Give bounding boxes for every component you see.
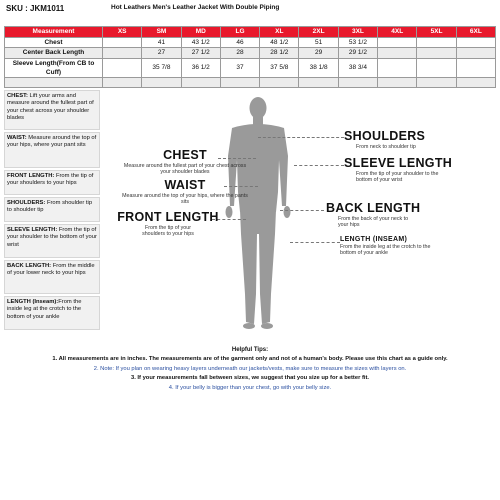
table-cell bbox=[456, 58, 495, 77]
callout-waist bbox=[120, 178, 250, 206]
table-cell: 28 1/2 bbox=[260, 48, 299, 59]
definition-text: From the tip of your shoulder to the bottom of your wrist bbox=[7, 227, 97, 248]
callout-subtitle: Measure around the top of your hips, where the pants sits bbox=[122, 193, 248, 206]
sku-label: SKU : JKM1011 bbox=[6, 4, 65, 13]
back-length-guide-line bbox=[280, 210, 324, 211]
table-cell bbox=[378, 48, 417, 59]
product-title: Hot Leathers Men's Leather Jacket With Double Piping bbox=[111, 4, 280, 11]
callout-inseam bbox=[340, 236, 470, 257]
callout-title: LENGTH (INSEAM) bbox=[340, 236, 408, 243]
table-cell bbox=[103, 37, 142, 48]
table-cell: 46 bbox=[220, 37, 259, 48]
row-label: Center Back Length bbox=[5, 48, 103, 59]
table-cell: 36 1/2 bbox=[181, 58, 220, 77]
column-header: SM bbox=[142, 27, 181, 38]
table-cell: 27 1/2 bbox=[181, 48, 220, 59]
column-header: XL bbox=[260, 27, 299, 38]
table-cell: 29 1/2 bbox=[338, 48, 377, 59]
table-cell bbox=[181, 77, 220, 88]
table-cell bbox=[103, 48, 142, 59]
callout-title: SHOULDERS bbox=[344, 129, 426, 143]
table-row-center-back-length bbox=[5, 48, 496, 59]
sleeve-length-guide-line bbox=[294, 165, 344, 166]
column-header: 4XL bbox=[378, 27, 417, 38]
table-row-chest bbox=[5, 37, 496, 48]
column-header: 6XL bbox=[456, 27, 495, 38]
tips-title: Helpful Tips: bbox=[231, 347, 269, 353]
callout-subtitle: From the inside leg at the crotch to the bottom of your ankle bbox=[340, 244, 431, 257]
column-header: 3XL bbox=[338, 27, 377, 38]
definition-term: FRONT LENGTH: bbox=[7, 173, 55, 179]
row-label: Sleeve Length(From CB to Cuff) bbox=[5, 58, 103, 77]
callout-shoulders bbox=[344, 129, 454, 150]
definition-text: From the middle of your lower neck to your hips bbox=[7, 263, 95, 277]
table-cell bbox=[417, 77, 456, 88]
table-row-empty bbox=[5, 77, 496, 88]
table-cell: 37 bbox=[220, 58, 259, 77]
tip-item: 4. If your belly is bigger than your chest, go with your belly size. bbox=[168, 384, 332, 391]
callout-title: SLEEVE LENGTH bbox=[344, 156, 453, 170]
tip-item: 1. All measurements are in inches. The measurements are of the garment only and not of a human's body. Please use this chart as a guide only. bbox=[52, 356, 448, 363]
table-cell bbox=[142, 77, 181, 88]
table-cell bbox=[338, 77, 377, 88]
table-cell: 38 1/8 bbox=[299, 58, 338, 77]
table-cell: 48 1/2 bbox=[260, 37, 299, 48]
table-cell bbox=[417, 48, 456, 59]
callout-front-length bbox=[108, 210, 228, 238]
definition-front-length bbox=[4, 170, 100, 195]
table-cell: 27 bbox=[142, 48, 181, 59]
table-cell: 35 7/8 bbox=[142, 58, 181, 77]
callout-title: FRONT LENGTH bbox=[117, 210, 219, 224]
row-label: Chest bbox=[5, 37, 103, 48]
definition-term: WAIST: bbox=[7, 135, 27, 141]
callout-subtitle: From the tip of your shoulder to the bottom of your wrist bbox=[356, 171, 439, 184]
column-header: MD bbox=[181, 27, 220, 38]
table-cell bbox=[378, 58, 417, 77]
callout-back-length bbox=[326, 201, 436, 229]
table-cell: 29 bbox=[299, 48, 338, 59]
shoulders-guide-line bbox=[258, 137, 344, 138]
callout-title: CHEST bbox=[163, 148, 207, 162]
definition-waist bbox=[4, 132, 100, 168]
table-cell: 38 3/4 bbox=[338, 58, 377, 77]
table-cell bbox=[456, 48, 495, 59]
table-cell bbox=[220, 77, 259, 88]
inseam-guide-line bbox=[290, 242, 340, 243]
definition-text: Lift your arms and measure around the fullest part of your chest across your shoulder blades bbox=[7, 93, 94, 122]
table-cell bbox=[378, 77, 417, 88]
table-header-row bbox=[5, 27, 496, 38]
callout-subtitle: From the back of your neck to your hips bbox=[338, 216, 409, 229]
table-cell bbox=[378, 37, 417, 48]
helpful-tips bbox=[4, 346, 496, 393]
callout-title: BACK LENGTH bbox=[326, 201, 421, 215]
definition-inseam bbox=[4, 296, 100, 330]
table-cell bbox=[417, 37, 456, 48]
table-cell bbox=[103, 58, 142, 77]
body-silhouette bbox=[216, 94, 300, 334]
definition-sleeve-length bbox=[4, 224, 100, 258]
definition-shoulders bbox=[4, 197, 100, 222]
table-cell bbox=[456, 77, 495, 88]
table-cell: 41 bbox=[142, 37, 181, 48]
table-cell bbox=[260, 77, 299, 88]
callout-title: WAIST bbox=[164, 178, 206, 192]
table-cell: 51 bbox=[299, 37, 338, 48]
tip-item: 3. If your measurements fall between sizes, we suggest that you size up for a better fit. bbox=[130, 375, 370, 382]
callout-subtitle: From neck to shoulder tip bbox=[356, 144, 416, 150]
definition-term: BACK LENGTH: bbox=[7, 263, 52, 269]
row-label bbox=[5, 77, 103, 88]
column-header: XS bbox=[103, 27, 142, 38]
definition-back-length bbox=[4, 260, 100, 294]
table-cell bbox=[299, 77, 338, 88]
callout-subtitle: From the tip of your shoulders to your hips bbox=[142, 225, 194, 238]
definition-term: SLEEVE LENGTH: bbox=[7, 227, 58, 233]
table-cell: 43 1/2 bbox=[181, 37, 220, 48]
page-header bbox=[4, 4, 496, 16]
tip-item: 2. Note: If you plan on wearing heavy layers underneath our jackets/vests, make sure to measure the sizes with layers on. bbox=[93, 365, 407, 372]
definition-text: From the inside leg at the crotch to the bottom of your ankle bbox=[7, 299, 82, 320]
definition-term: SHOULDERS: bbox=[7, 200, 46, 206]
definition-chest bbox=[4, 90, 100, 130]
definition-term: LENGTH (Inseam): bbox=[7, 299, 59, 305]
table-cell: 37 5/8 bbox=[260, 58, 299, 77]
column-header: LG bbox=[220, 27, 259, 38]
table-cell bbox=[103, 77, 142, 88]
column-header: 5XL bbox=[417, 27, 456, 38]
table-cell: 28 bbox=[220, 48, 259, 59]
callout-sleeve-length bbox=[344, 156, 454, 184]
callout-subtitle: Measure around the fullest part of your chest across your shoulder blades bbox=[123, 163, 247, 176]
table-cell bbox=[456, 37, 495, 48]
definition-text: From shoulder tip to shoulder tip bbox=[7, 200, 93, 214]
definition-text: From the tip of your shoulders to your hips bbox=[7, 173, 94, 187]
table-cell bbox=[417, 58, 456, 77]
column-header: 2XL bbox=[299, 27, 338, 38]
table-cell: 53 1/2 bbox=[338, 37, 377, 48]
size-chart-table bbox=[4, 26, 496, 88]
column-header: Measurement bbox=[5, 27, 103, 38]
table-row-sleeve-length bbox=[5, 58, 496, 77]
callout-chest bbox=[120, 148, 250, 176]
definition-term: CHEST: bbox=[7, 93, 28, 99]
definition-text: Measure around the top of your hips, where your pant sits bbox=[7, 135, 97, 149]
